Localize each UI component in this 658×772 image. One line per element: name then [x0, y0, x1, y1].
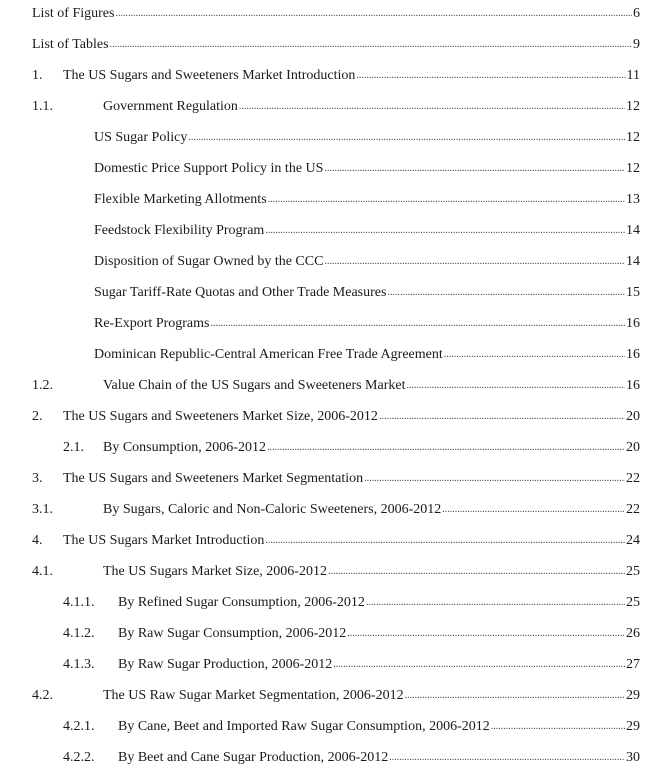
toc-entry-section-4-1-3[interactable]: [0, 655, 658, 675]
toc-entry-section-2-1[interactable]: [0, 438, 658, 458]
toc-page-number: 29: [626, 719, 640, 734]
toc-leader-dots: [239, 97, 625, 117]
toc-section-number: 2.1.: [63, 440, 84, 455]
toc-page-number: 16: [626, 347, 640, 362]
toc-page-number: 15: [626, 285, 640, 300]
toc-leader-dots: [333, 655, 625, 675]
toc-section-number: 4.1.1.: [63, 595, 95, 610]
toc-entry-section-1-2[interactable]: [0, 376, 658, 396]
toc-entry-link[interactable]: [63, 66, 640, 87]
toc-leader-dots: [328, 562, 625, 582]
toc-section-number: 4.: [32, 533, 43, 548]
toc-entry-title: By Refined Sugar Consumption, 2006-2012: [118, 595, 365, 610]
toc-entry-title: The US Sugars and Sweeteners Market Introduction: [63, 68, 356, 83]
toc-page-number: 13: [626, 192, 640, 207]
toc-entry-link[interactable]: [63, 531, 640, 552]
toc-page-number: 16: [626, 316, 640, 331]
toc-leader-dots: [267, 438, 625, 458]
toc-entry-title: Re-Export Programs: [94, 316, 210, 331]
toc-entry-section-4-1[interactable]: [0, 562, 658, 582]
toc-entry-title: The US Sugars and Sweeteners Market Size, 2006-2012: [63, 409, 378, 424]
toc-entry-title: Disposition of Sugar Owned by the CCC: [94, 254, 324, 269]
toc-section-number: 3.1.: [32, 502, 53, 517]
toc-entry-link[interactable]: [118, 593, 640, 614]
toc-page-number: 9: [633, 37, 640, 52]
toc-entry-feedstock-flexibility[interactable]: [0, 221, 658, 241]
toc-leader-dots: [210, 314, 625, 334]
toc-entry-link[interactable]: [32, 4, 640, 25]
toc-section-number: 2.: [32, 409, 43, 424]
toc-page-number: 22: [626, 471, 640, 486]
toc-entry-title: Feedstock Flexibility Program: [94, 223, 265, 238]
toc-entry-link[interactable]: [94, 252, 640, 273]
toc-section-number: 4.2.: [32, 688, 53, 703]
toc-page-number: 12: [626, 99, 640, 114]
toc-entry-flexible-marketing-allotments[interactable]: [0, 190, 658, 210]
toc-leader-dots: [265, 531, 625, 551]
toc-leader-dots: [491, 717, 625, 737]
toc-entry-section-4[interactable]: [0, 531, 658, 551]
toc-page-number: 20: [626, 440, 640, 455]
toc-section-number: 3.: [32, 471, 43, 486]
toc-entry-link[interactable]: [63, 469, 640, 490]
toc-entry-title: Dominican Republic-Central American Free Trade Agreement: [94, 347, 443, 362]
toc-leader-dots: [406, 376, 625, 396]
toc-entry-link[interactable]: [94, 283, 640, 304]
toc-leader-dots: [379, 407, 625, 427]
toc-entry-section-3[interactable]: [0, 469, 658, 489]
toc-entry-link[interactable]: [118, 748, 640, 769]
toc-section-number: 4.1.3.: [63, 657, 95, 672]
toc-entry-section-4-2-2[interactable]: [0, 748, 658, 768]
toc-entry-section-4-1-2[interactable]: [0, 624, 658, 644]
toc-page-number: 29: [626, 688, 640, 703]
toc-entry-link[interactable]: [94, 314, 640, 335]
toc-entry-title: Flexible Marketing Allotments: [94, 192, 267, 207]
toc-entry-title: Government Regulation: [103, 99, 238, 114]
toc-page-number: 20: [626, 409, 640, 424]
toc-entry-title: The US Raw Sugar Market Segmentation, 2006-2012: [103, 688, 404, 703]
toc-entry-link[interactable]: [94, 159, 640, 180]
toc-leader-dots: [188, 128, 625, 148]
toc-entry-section-1[interactable]: [0, 66, 658, 86]
toc-entry-link[interactable]: [32, 35, 640, 56]
toc-leader-dots: [444, 345, 625, 365]
toc-entry-link[interactable]: [118, 655, 640, 676]
toc-entry-title: The US Sugars Market Size, 2006-2012: [103, 564, 327, 579]
toc-entry-link[interactable]: [94, 128, 640, 149]
toc-entry-link[interactable]: [103, 562, 640, 583]
toc-leader-dots: [110, 35, 632, 55]
toc-entry-title: Domestic Price Support Policy in the US: [94, 161, 324, 176]
toc-page-number: 25: [626, 564, 640, 579]
toc-entry-link[interactable]: [118, 717, 640, 738]
toc-section-number: 4.1.2.: [63, 626, 95, 641]
toc-entry-title: By Raw Sugar Production, 2006-2012: [118, 657, 333, 672]
toc-entry-link[interactable]: [118, 624, 640, 645]
toc-leader-dots: [324, 159, 625, 179]
toc-entry-link[interactable]: [103, 376, 640, 397]
toc-entry-link[interactable]: [103, 97, 640, 118]
toc-page-number: 16: [626, 378, 640, 393]
toc-entry-title: By Raw Sugar Consumption, 2006-2012: [118, 626, 347, 641]
toc-leader-dots: [387, 283, 625, 303]
toc-section-number: 4.2.1.: [63, 719, 95, 734]
toc-entry-link[interactable]: [103, 500, 640, 521]
toc-entry-list-of-figures[interactable]: [0, 4, 658, 24]
toc-page-number: 24: [626, 533, 640, 548]
toc-entry-title: List of Figures: [32, 6, 115, 21]
toc-entry-title: List of Tables: [32, 37, 109, 52]
toc-page-number: 6: [633, 6, 640, 21]
toc-entry-domestic-price-support[interactable]: [0, 159, 658, 179]
toc-entry-section-1-1[interactable]: [0, 97, 658, 117]
toc-page-number: 12: [626, 130, 640, 145]
toc-entry-title: US Sugar Policy: [94, 130, 188, 145]
toc-entry-link[interactable]: [94, 190, 640, 211]
toc-page-number: 22: [626, 502, 640, 517]
toc-entry-section-4-1-1[interactable]: [0, 593, 658, 613]
toc-entry-title: The US Sugars Market Introduction: [63, 533, 265, 548]
toc-section-number: 1.1.: [32, 99, 53, 114]
toc-entry-link[interactable]: [94, 221, 640, 242]
toc-entry-title: By Consumption, 2006-2012: [103, 440, 266, 455]
toc-section-number: 4.2.2.: [63, 750, 95, 765]
toc-entry-list-of-tables[interactable]: [0, 35, 658, 55]
toc-entry-re-export-programs[interactable]: [0, 314, 658, 334]
toc-leader-dots: [442, 500, 625, 520]
toc-page-number: 14: [626, 254, 640, 269]
toc-leader-dots: [389, 748, 625, 768]
toc-entry-section-3-1[interactable]: [0, 500, 658, 520]
toc-leader-dots: [364, 469, 625, 489]
toc-page-number: 25: [626, 595, 640, 610]
toc-entry-section-4-2[interactable]: [0, 686, 658, 706]
toc-page-number: 26: [626, 626, 640, 641]
toc-entry-link[interactable]: [103, 686, 640, 707]
toc-page-number: 11: [626, 68, 640, 83]
toc-entry-title: By Sugars, Caloric and Non-Caloric Sweeteners, 2006-2012: [103, 502, 442, 517]
toc-entry-title: By Cane, Beet and Imported Raw Sugar Consumption, 2006-2012: [118, 719, 490, 734]
toc-entry-title: Value Chain of the US Sugars and Sweeteners Market: [103, 378, 406, 393]
toc-leader-dots: [115, 4, 632, 24]
toc-page-number: 14: [626, 223, 640, 238]
toc-entry-link[interactable]: [94, 345, 640, 366]
toc-entry-tariff-rate-quotas[interactable]: [0, 283, 658, 303]
toc-entry-title: Sugar Tariff-Rate Quotas and Other Trade Measures: [94, 285, 387, 300]
toc-leader-dots: [268, 190, 625, 210]
toc-page-number: 27: [626, 657, 640, 672]
toc-entry-link[interactable]: [63, 407, 640, 428]
toc-section-number: 1.2.: [32, 378, 53, 393]
toc-leader-dots: [265, 221, 625, 241]
toc-entry-section-4-2-1[interactable]: [0, 717, 658, 737]
toc-entry-title: The US Sugars and Sweeteners Market Segmentation: [63, 471, 364, 486]
toc-entry-section-2[interactable]: [0, 407, 658, 427]
toc-page-number: 12: [626, 161, 640, 176]
toc-page-number: 30: [626, 750, 640, 765]
toc-leader-dots: [347, 624, 625, 644]
toc-section-number: 1.: [32, 68, 43, 83]
toc-leader-dots: [405, 686, 625, 706]
toc-entry-link[interactable]: [103, 438, 640, 459]
toc-entry-us-sugar-policy[interactable]: [0, 128, 658, 148]
toc-leader-dots: [366, 593, 625, 613]
toc-leader-dots: [356, 66, 625, 86]
toc-entry-dr-cafta[interactable]: [0, 345, 658, 365]
toc-entry-title: By Beet and Cane Sugar Production, 2006-2012: [118, 750, 389, 765]
toc-section-number: 4.1.: [32, 564, 53, 579]
toc-entry-disposition-of-sugar[interactable]: [0, 252, 658, 272]
toc-leader-dots: [324, 252, 625, 272]
